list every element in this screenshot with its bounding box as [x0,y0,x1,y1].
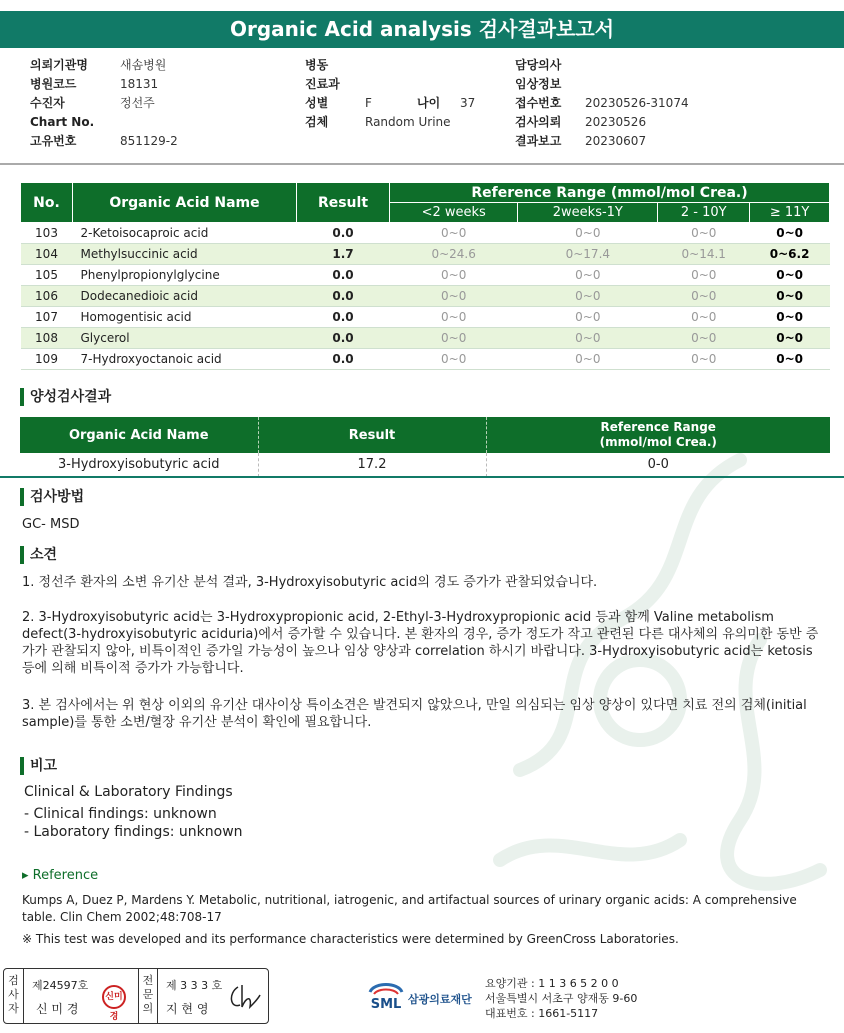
findings-p3: 3. 본 검사에서는 위 현상 이외의 유기산 대사이상 특이소견은 발견되지 않았으나, 만일 의심되는 임상 양상이 있다면 치료 전의 검체(initial sample)를 통한 소변/혈장 유기산 분석이 확인에 필요합니다. [22,698,807,730]
col-ref-2-10y: 2 - 10Y [658,203,750,223]
label-chart-no: Chart No. [30,115,95,129]
approver-name: 지 현 영 [166,1002,209,1016]
row-ref-1: 0~24.6 [390,244,518,265]
org-code: 요양기관 : 1 1 3 6 5 2 0 0 [485,977,619,990]
value-patient: 정선주 [120,96,155,110]
positive-divider [0,476,844,478]
table-row [21,328,830,349]
table-row [21,286,830,307]
header-divider [0,163,844,165]
col-no: No. [21,183,73,223]
table-row [21,223,830,244]
col-ref-11y: ≥ 11Y [750,203,830,223]
row-ref-1: 0~0 [390,286,518,307]
row-ref-1: 0~0 [390,307,518,328]
label-receipt-no: 접수번호 [515,96,562,110]
value-unique-no: 851129-2 [120,134,178,148]
positive-heading: 양성검사결과 [20,388,111,406]
value-sex: F [365,96,372,110]
row-result: 0.0 [297,265,390,286]
col-ref-2w-1y: 2weeks-1Y [518,203,658,223]
row-name: Dodecanedioic acid [73,286,297,307]
row-ref-3: 0~0 [658,286,750,307]
approver-signature [226,981,262,1013]
col-result: Result [297,183,390,223]
label-sex: 성별 [305,96,329,110]
table-row [21,244,830,265]
org-info [485,976,637,1021]
row-no: 103 [21,223,73,244]
examiner-number: 제24597호 [32,979,89,992]
row-ref-4: 0~0 [750,307,830,328]
organic-acid-table [20,182,830,370]
row-ref-3: 0~0 [658,223,750,244]
sml-logo [366,978,472,1016]
table-row [20,453,830,477]
header-col3 [515,56,689,151]
pos-row-ref: 0-0 [486,453,830,477]
row-result: 0.0 [297,349,390,370]
positive-table [20,417,830,478]
org-name: 삼광의료재단 [408,993,472,1006]
report-title: Organic Acid analysis 검사결과보고서 [0,11,844,48]
row-ref-1: 0~0 [390,265,518,286]
label-department: 진료과 [305,77,340,91]
row-ref-4: 0~0 [750,265,830,286]
pos-col-ref [486,417,830,453]
row-ref-3: 0~0 [658,328,750,349]
pos-col-name: Organic Acid Name [20,417,258,453]
row-ref-2: 0~0 [518,265,658,286]
row-ref-3: 0~0 [658,265,750,286]
row-name: 2-Ketoisocaproic acid [73,223,297,244]
col-name: Organic Acid Name [73,183,297,223]
signature-box [3,968,269,1024]
row-no: 105 [21,265,73,286]
method-heading: 검사방법 [20,488,84,506]
pos-col-result: Result [258,417,486,453]
header-col2 [305,56,475,132]
row-ref-1: 0~0 [390,349,518,370]
header-col1 [30,56,178,151]
label-ward: 병동 [305,58,329,72]
label-patient: 수진자 [30,96,65,110]
row-ref-3: 0~0 [658,349,750,370]
row-name: Methylsuccinic acid [73,244,297,265]
label-specimen: 검체 [305,115,329,129]
row-no: 109 [21,349,73,370]
remarks-title: Clinical & Laboratory Findings [24,784,233,800]
reference-heading: ▸ Reference [22,868,99,883]
approver-label: 전문의 [138,969,158,1023]
row-ref-2: 0~17.4 [518,244,658,265]
findings-p2: 2. 3-Hydroxyisobutyric acid는 3-Hydroxypropionic acid, 2-Ethyl-3-Hydroxypropionic acid 등과 함께 Valine metabolism defect(3-hydroxyisobutyric aciduria)에서 증가할 수 있습니다. 본 환자의 경우, 증가 정도가 작고 관련된 다른 대사체의 유의미한 동반 증가가 관찰되지 않아, 비특이적인 증가일 가능성이 높으나 임상 양상과 correlation 하시기 바랍니다. 3-Hydroxyisobutyric acid는 ketosis 등에 의해 비특이적 증가가 가능합니다. [22,610,819,676]
org-address: 서울특별시 서초구 양재동 9-60 [485,992,638,1005]
value-specimen: Random Urine [365,115,451,129]
examiner-seal: 신미경 [102,985,126,1009]
label-institution: 의뢰기관명 [30,58,88,72]
findings-heading: 소견 [20,546,57,564]
col-ref-range: Reference Range (mmol/mol Crea.) [390,183,830,203]
watermark-graphic [440,440,840,920]
row-ref-3: 0~14.1 [658,244,750,265]
col-ref-lt2w: <2 weeks [390,203,518,223]
row-result: 0.0 [297,328,390,349]
org-phone: 대표번호 : 1661-5117 [485,1007,599,1020]
row-no: 104 [21,244,73,265]
value-hospital-code: 18131 [120,77,159,91]
remarks-heading: 비고 [20,757,57,775]
remarks-lab: - Laboratory findings: unknown [24,824,243,840]
row-name: Glycerol [73,328,297,349]
approver-number: 제 3 3 3 호 [166,979,223,992]
row-ref-2: 0~0 [518,223,658,244]
value-request-date: 20230526 [585,115,647,129]
row-ref-4: 0~6.2 [750,244,830,265]
pos-row-name: 3-Hydroxyisobutyric acid [20,453,258,477]
row-ref-1: 0~0 [390,328,518,349]
row-ref-1: 0~0 [390,223,518,244]
sml-logo-text: SML [370,997,402,1012]
row-result: 0.0 [297,307,390,328]
pos-col-ref-line1: Reference Range [600,420,716,434]
row-result: 0.0 [297,286,390,307]
table-row [21,307,830,328]
row-name: Phenylpropionylglycine [73,265,297,286]
row-ref-2: 0~0 [518,307,658,328]
row-ref-2: 0~0 [518,286,658,307]
row-ref-4: 0~0 [750,223,830,244]
examiner-label: 검사자 [4,969,24,1023]
row-ref-3: 0~0 [658,307,750,328]
value-report-date: 20230607 [585,134,647,148]
method-text: GC- MSD [22,517,80,532]
row-no: 108 [21,328,73,349]
row-ref-4: 0~0 [750,286,830,307]
label-request-date: 검사의뢰 [515,115,562,129]
pos-row-result: 17.2 [258,453,486,477]
label-report-date: 결과보고 [515,134,562,148]
examiner-name: 신 미 경 [36,1002,79,1016]
pos-col-ref-line2: (mmol/mol Crea.) [599,435,717,449]
value-institution: 새솜병원 [120,58,167,72]
label-doctor: 담당의사 [515,58,562,72]
row-ref-2: 0~0 [518,349,658,370]
row-ref-4: 0~0 [750,328,830,349]
reference-citation: Kumps A, Duez P, Mardens Y. Metabolic, nutritional, iatrogenic, and artifactual sources of urinary organic acids: A comprehensive table. Clin Chem 2002;48:708-17 [22,893,797,924]
table-row [21,265,830,286]
label-hospital-code: 병원코드 [30,77,77,91]
row-result: 0.0 [297,223,390,244]
findings-p1: 1. 정선주 환자의 소변 유기산 분석 결과, 3-Hydroxyisobutyric acid의 경도 증가가 관찰되었습니다. [22,575,598,590]
reference-note: ※ This test was developed and its performance characteristics were determined by GreenCross Laboratories. [22,932,679,946]
table-row [21,349,830,370]
row-ref-4: 0~0 [750,349,830,370]
row-name: Homogentisic acid [73,307,297,328]
row-no: 107 [21,307,73,328]
label-age: 나이 [417,96,441,110]
row-no: 106 [21,286,73,307]
sml-logo-icon [366,978,406,1012]
row-ref-2: 0~0 [518,328,658,349]
row-result: 1.7 [297,244,390,265]
label-clinical-info: 임상정보 [515,77,562,91]
remarks-clinical: - Clinical findings: unknown [24,806,217,822]
row-name: 7-Hydroxyoctanoic acid [73,349,297,370]
value-receipt-no: 20230526-31074 [585,96,689,110]
value-age: 37 [460,96,476,110]
label-unique-no: 고유번호 [30,134,77,148]
